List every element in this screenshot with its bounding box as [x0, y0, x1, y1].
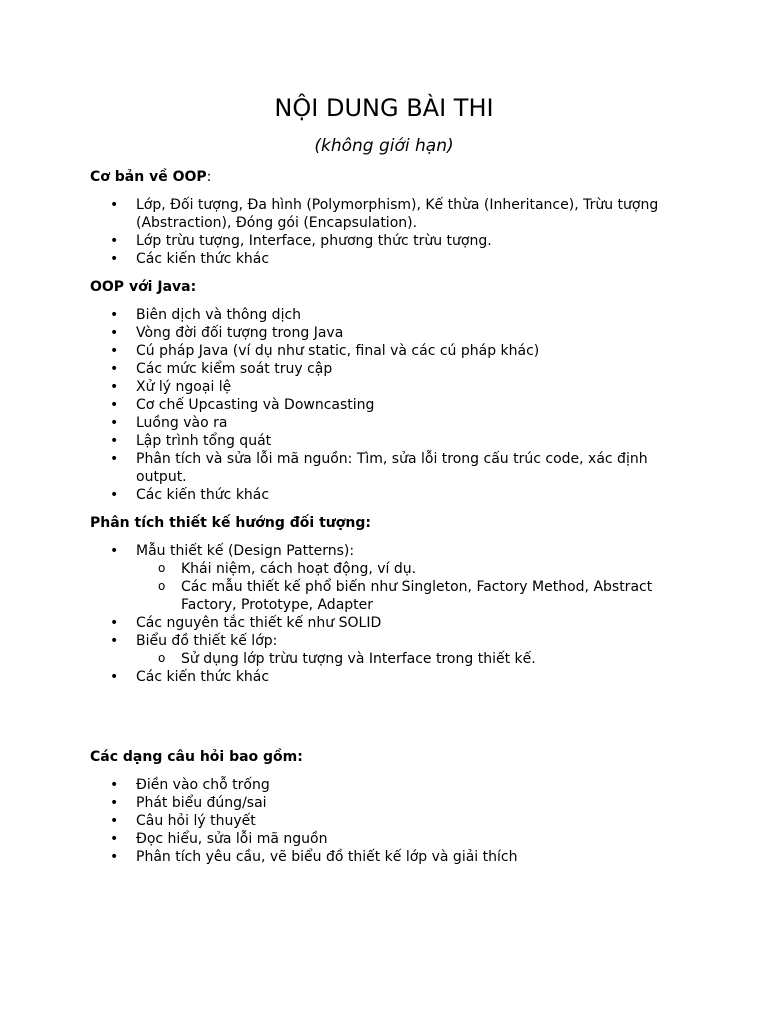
list-item: • Các nguyên tắc thiết kế như SOLID: [90, 614, 670, 632]
list-item: • Cơ chế Upcasting và Downcasting: [90, 396, 670, 414]
list-item: • Câu hỏi lý thuyết: [90, 812, 670, 830]
list-item: • Xử lý ngoại lệ: [90, 378, 670, 396]
list-item: • Phân tích và sửa lỗi mã nguồn: Tìm, sửa lỗi trong cấu trúc code, xác định output.: [90, 450, 670, 486]
list-item: • Lớp trừu tượng, Interface, phương thức trừu tượng.: [90, 232, 670, 250]
sub-list-item: o Các mẫu thiết kế phổ biến như Singleton, Factory Method, Abstract Factory, Prototype, Adapter: [136, 578, 670, 614]
list-item: • Các kiến thức khác: [90, 668, 670, 686]
list-item-text: Mẫu thiết kế (Design Patterns):: [136, 543, 355, 559]
document-body: [90, 168, 670, 876]
section-heading-question-types: Các dạng câu hỏi bao gồm:: [90, 749, 303, 765]
list-item: • Các kiến thức khác: [90, 250, 670, 268]
list-item: • Đọc hiểu, sửa lỗi mã nguồn: [90, 830, 670, 848]
list-item: • Luồng vào ra: [90, 414, 670, 432]
oop-basics-list: [90, 196, 670, 268]
list-item: • Điền vào chỗ trống: [90, 776, 670, 794]
sub-list: [136, 650, 670, 668]
list-item: • Phân tích yêu cầu, vẽ biểu đồ thiết kế lớp và giải thích: [90, 848, 670, 866]
list-item: • Cú pháp Java (ví dụ như static, final và các cú pháp khác): [90, 342, 670, 360]
ooad-list: [90, 542, 670, 686]
document-title: NỘI DUNG BÀI THI: [274, 94, 494, 122]
section-heading-ooad: Phân tích thiết kế hướng đối tượng:: [90, 515, 371, 531]
list-item-text: Biểu đồ thiết kế lớp:: [136, 633, 278, 649]
list-item: [90, 542, 670, 614]
list-item: [90, 632, 670, 668]
list-item: • Phát biểu đúng/sai: [90, 794, 670, 812]
list-item: • Vòng đời đối tượng trong Java: [90, 324, 670, 342]
section-heading-oop-java: OOP với Java:: [90, 279, 197, 295]
sub-list: [136, 560, 670, 614]
spacer: [90, 696, 670, 748]
list-item: • Biên dịch và thông dịch: [90, 306, 670, 324]
list-item: • Các kiến thức khác: [90, 486, 670, 504]
document-subtitle: (không giới hạn): [314, 136, 454, 156]
list-item: • Lớp, Đối tượng, Đa hình (Polymorphism), Kế thừa (Inheritance), Trừu tượng (Abstraction), Đóng gói (Encapsulation).: [90, 196, 670, 232]
sub-list-item: o Khái niệm, cách hoạt động, ví dụ.: [136, 560, 670, 578]
section-heading-oop-basics: Cơ bản về OOP:: [90, 169, 212, 185]
list-item: • Lập trình tổng quát: [90, 432, 670, 450]
sub-list-item: o Sử dụng lớp trừu tượng và Interface trong thiết kế.: [136, 650, 670, 668]
oop-java-list: [90, 306, 670, 504]
question-types-list: [90, 776, 670, 866]
list-item: • Các mức kiểm soát truy cập: [90, 360, 670, 378]
